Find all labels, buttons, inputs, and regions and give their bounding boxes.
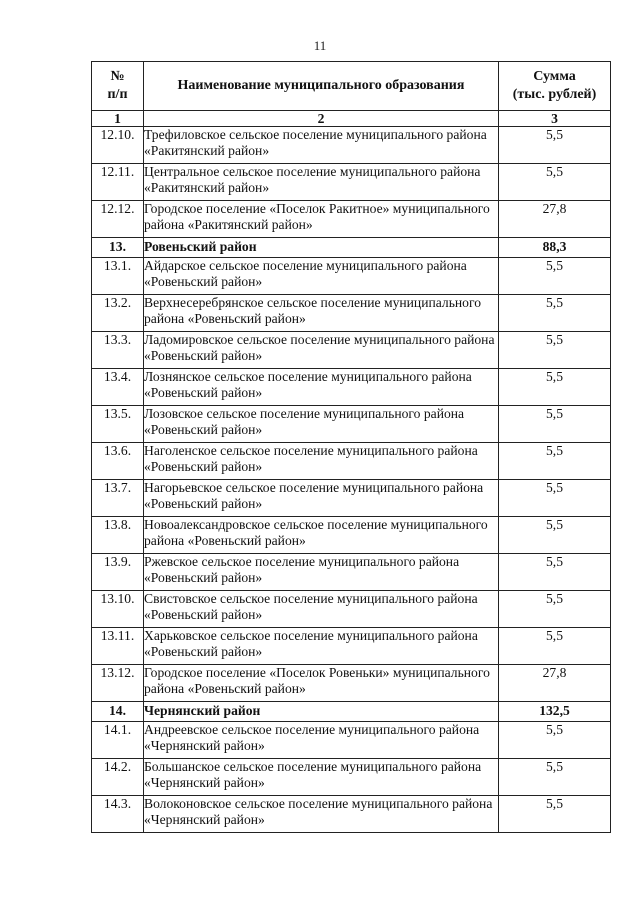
table-row: [92, 127, 611, 164]
row-number: 12.11.: [92, 164, 144, 201]
row-number: 13.5.: [92, 406, 144, 443]
column-index: 3: [499, 111, 611, 127]
row-name: Андреевское сельское поселение муниципального района «Чернянский район»: [144, 722, 499, 759]
page-number: 11: [313, 38, 327, 53]
row-name: Городское поселение «Поселок Ровеньки» муниципального района «Ровеньский район»: [144, 665, 499, 702]
row-sum: 5,5: [499, 295, 611, 332]
row-name: Ровеньский район: [144, 238, 499, 258]
row-sum: 5,5: [499, 127, 611, 164]
table-row: [92, 332, 611, 369]
row-sum: 5,5: [499, 480, 611, 517]
row-number: 13.11.: [92, 628, 144, 665]
row-number: 13.10.: [92, 591, 144, 628]
row-number: 14.3.: [92, 796, 144, 833]
row-number: 13.12.: [92, 665, 144, 702]
column-index: 2: [144, 111, 499, 127]
row-number: 13.4.: [92, 369, 144, 406]
row-name: Волоконовское сельское поселение муниципального района «Чернянский район»: [144, 796, 499, 833]
row-number: 13.: [92, 238, 144, 258]
table-row: [92, 164, 611, 201]
row-sum: 5,5: [499, 443, 611, 480]
row-name: Чернянский район: [144, 702, 499, 722]
table-row: [92, 759, 611, 796]
section-row: [92, 238, 611, 258]
row-number: 13.6.: [92, 443, 144, 480]
header-sum: Сумма (тыс. рублей): [499, 62, 611, 111]
row-sum: 5,5: [499, 759, 611, 796]
row-name: Большанское сельское поселение муниципального района «Чернянский район»: [144, 759, 499, 796]
table-row: [92, 517, 611, 554]
table-row: [92, 295, 611, 332]
table-row: [92, 554, 611, 591]
row-number: 13.3.: [92, 332, 144, 369]
row-number: 14.: [92, 702, 144, 722]
table-row: [92, 591, 611, 628]
row-sum: 132,5: [499, 702, 611, 722]
table-row: [92, 722, 611, 759]
row-name: Ладомировское сельское поселение муниципального района «Ровеньский район»: [144, 332, 499, 369]
row-sum: 5,5: [499, 164, 611, 201]
row-name: Харьковское сельское поселение муниципального района «Ровеньский район»: [144, 628, 499, 665]
row-number: 14.2.: [92, 759, 144, 796]
row-number: 14.1.: [92, 722, 144, 759]
row-sum: 27,8: [499, 665, 611, 702]
section-row: [92, 702, 611, 722]
header-num: № п/п: [92, 62, 144, 111]
row-name: Лознянское сельское поселение муниципального района «Ровеньский район»: [144, 369, 499, 406]
table-row: [92, 796, 611, 833]
table-row: [92, 258, 611, 295]
table-row: [92, 628, 611, 665]
row-sum: 5,5: [499, 406, 611, 443]
row-name: Лозовское сельское поселение муниципального района «Ровеньский район»: [144, 406, 499, 443]
row-name: Нагорьевское сельское поселение муниципального района «Ровеньский район»: [144, 480, 499, 517]
row-name: Айдарское сельское поселение муниципального района «Ровеньский район»: [144, 258, 499, 295]
row-number: 12.10.: [92, 127, 144, 164]
table-row: [92, 480, 611, 517]
table-row: [92, 443, 611, 480]
table-row: [92, 201, 611, 238]
row-number: 13.8.: [92, 517, 144, 554]
row-sum: 27,8: [499, 201, 611, 238]
header-name: Наименование муниципального образования: [144, 62, 499, 111]
row-sum: 88,3: [499, 238, 611, 258]
column-index-row: [92, 111, 611, 127]
table-row: [92, 369, 611, 406]
row-name: Центральное сельское поселение муниципального района «Ракитянский район»: [144, 164, 499, 201]
row-sum: 5,5: [499, 369, 611, 406]
row-sum: 5,5: [499, 554, 611, 591]
row-sum: 5,5: [499, 517, 611, 554]
row-name: Новоалександровское сельское поселение муниципального района «Ровеньский район»: [144, 517, 499, 554]
row-name: Ржевское сельское поселение муниципального района «Ровеньский район»: [144, 554, 499, 591]
allocation-table: [91, 61, 611, 833]
row-name: Городское поселение «Поселок Ракитное» муниципального района «Ракитянский район»: [144, 201, 499, 238]
row-number: 13.7.: [92, 480, 144, 517]
row-number: 12.12.: [92, 201, 144, 238]
table-header-row: [92, 62, 611, 111]
row-sum: 5,5: [499, 722, 611, 759]
row-sum: 5,5: [499, 628, 611, 665]
row-name: Трефиловское сельское поселение муниципального района «Ракитянский район»: [144, 127, 499, 164]
column-index: 1: [92, 111, 144, 127]
table-row: [92, 665, 611, 702]
table-row: [92, 406, 611, 443]
row-number: 13.1.: [92, 258, 144, 295]
row-name: Наголенское сельское поселение муниципального района «Ровеньский район»: [144, 443, 499, 480]
row-sum: 5,5: [499, 796, 611, 833]
row-number: 13.2.: [92, 295, 144, 332]
row-sum: 5,5: [499, 332, 611, 369]
row-sum: 5,5: [499, 591, 611, 628]
row-name: Верхнесеребрянское сельское поселение муниципального района «Ровеньский район»: [144, 295, 499, 332]
row-sum: 5,5: [499, 258, 611, 295]
row-name: Свистовское сельское поселение муниципального района «Ровеньский район»: [144, 591, 499, 628]
row-number: 13.9.: [92, 554, 144, 591]
